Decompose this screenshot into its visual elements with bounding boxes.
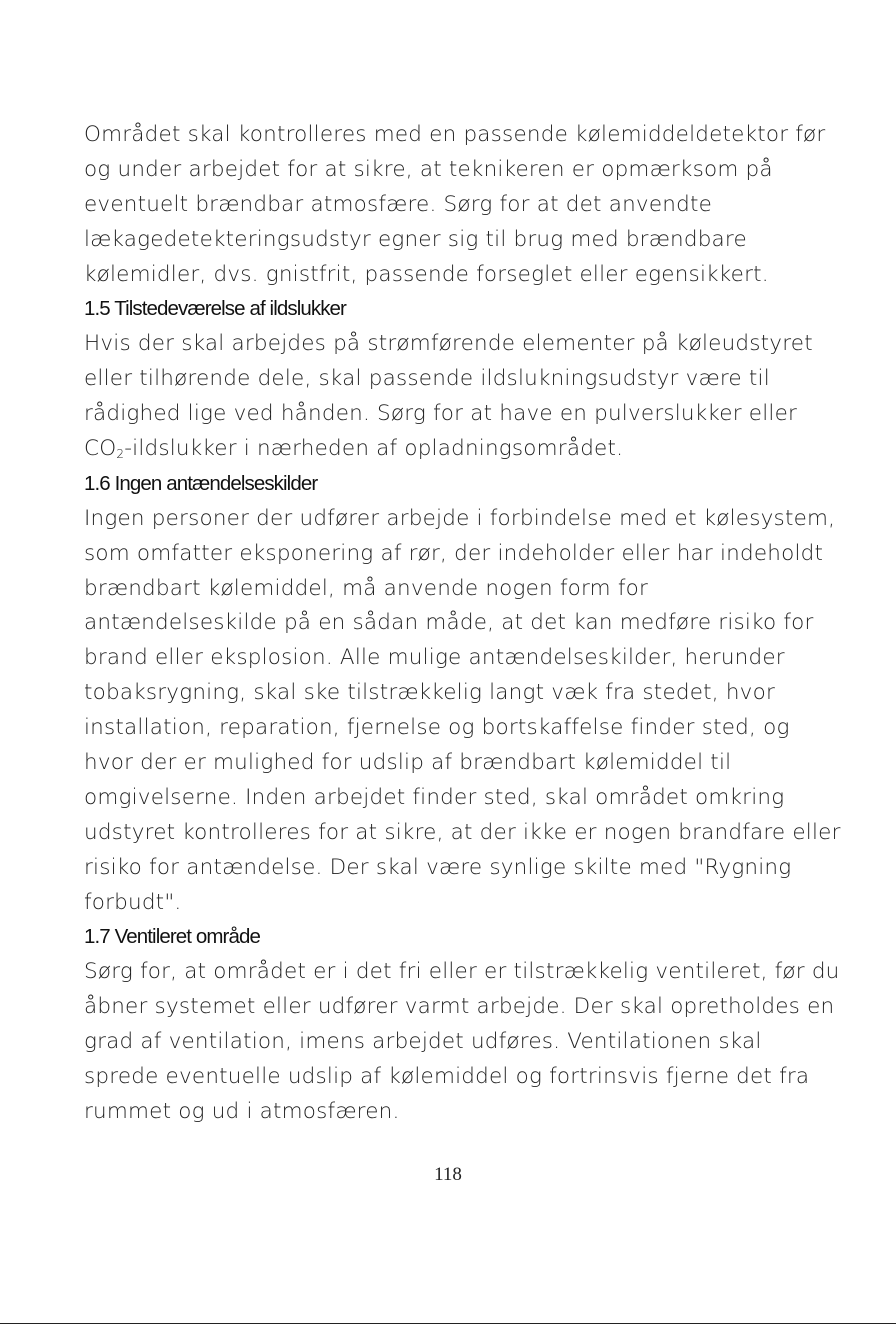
page-number: 118 xyxy=(434,1164,462,1185)
paragraph-line: rådighed lige ved hånden. Sørg for at have en pulverslukker eller xyxy=(84,401,798,427)
section-1-6-paragraph xyxy=(84,502,844,921)
paragraph-line: rummet og ud i atmosfæren. xyxy=(84,1098,400,1124)
paragraph-line: som omfatter eksponering af rør, der indeholder eller har indeholdt xyxy=(84,540,824,566)
paragraph-line: brand eller eksplosion. Alle mulige antændelseskilder, herunder xyxy=(84,645,785,671)
page-content xyxy=(84,118,844,1130)
co2-prefix: CO xyxy=(84,436,117,462)
section-1-5-paragraph xyxy=(84,327,844,467)
paragraph-line: risiko for antændelse. Der skal være synlige skilte med "Rygning xyxy=(84,854,792,880)
paragraph-line: brændbart kølemiddel, må anvende nogen form for xyxy=(84,575,649,601)
section-heading-1-5: 1.5 Tilstedeværelse af ildslukker xyxy=(84,297,346,321)
section-heading-1-6: 1.6 Ingen antændelseskilder xyxy=(84,471,318,495)
intro-paragraph xyxy=(84,118,844,292)
paragraph-line-co2 xyxy=(84,432,844,467)
paragraph-line: Sørg for, at området er i det fri eller er tilstrækkelig ventileret, før du xyxy=(84,959,840,985)
paragraph-line: og under arbejdet for at sikre, at teknikeren er opmærksom på xyxy=(84,156,773,182)
paragraph-line: grad af ventilation, imens arbejdet udføres. Ventilationen skal xyxy=(84,1029,762,1055)
paragraph-line: tobaksrygning, skal ske tilstrækkelig langt væk fra stedet, hvor xyxy=(84,680,775,706)
paragraph-line: sprede eventuelle udslip af kølemiddel og fortrinsvis fjerne det fra xyxy=(84,1064,810,1090)
paragraph-line: Hvis der skal arbejdes på strømførende elementer på køleudstyret xyxy=(84,331,813,357)
paragraph-line: Ingen personer der udfører arbejde i forbindelse med et kølesystem, xyxy=(84,505,836,531)
paragraph-line: eventuelt brændbar atmosfære. Sørg for at det anvendte xyxy=(84,191,713,217)
paragraph-line: installation, reparation, fjernelse og bortskaffelse finder sted, og xyxy=(84,715,790,741)
paragraph-line: åbner systemet eller udfører varmt arbejde. Der skal opretholdes en xyxy=(84,994,835,1020)
co2-subscript: 2 xyxy=(116,447,125,462)
paragraph-line: omgivelserne. Inden arbejdet finder sted, skal området omkring xyxy=(84,784,785,810)
paragraph-line: udstyret kontrolleres for at sikre, at der ikke er nogen brandfare eller xyxy=(84,819,841,845)
paragraph-line: antændelseskilde på en sådan måde, at det kan medføre risiko for xyxy=(84,610,814,636)
section-1-7-paragraph xyxy=(84,955,844,1129)
paragraph-line: Området skal kontrolleres med en passende kølemiddeldetektor før xyxy=(84,122,826,147)
paragraph-line: hvor der er mulighed for udslip af brændbart kølemiddel til xyxy=(84,750,732,776)
section-heading-1-7: 1.7 Ventileret område xyxy=(84,925,260,949)
paragraph-line: lækagedetekteringsudstyr egner sig til brug med brændbare xyxy=(84,226,747,252)
paragraph-line: forbudt". xyxy=(84,889,182,915)
paragraph-line: eller tilhørende dele, skal passende ildslukningsudstyr være til xyxy=(84,366,770,392)
co2-suffix: -ildslukker i nærheden af opladningsområdet. xyxy=(124,436,624,462)
paragraph-line: kølemidler, dvs. gnistfrit, passende forseglet eller egensikkert. xyxy=(84,261,769,287)
